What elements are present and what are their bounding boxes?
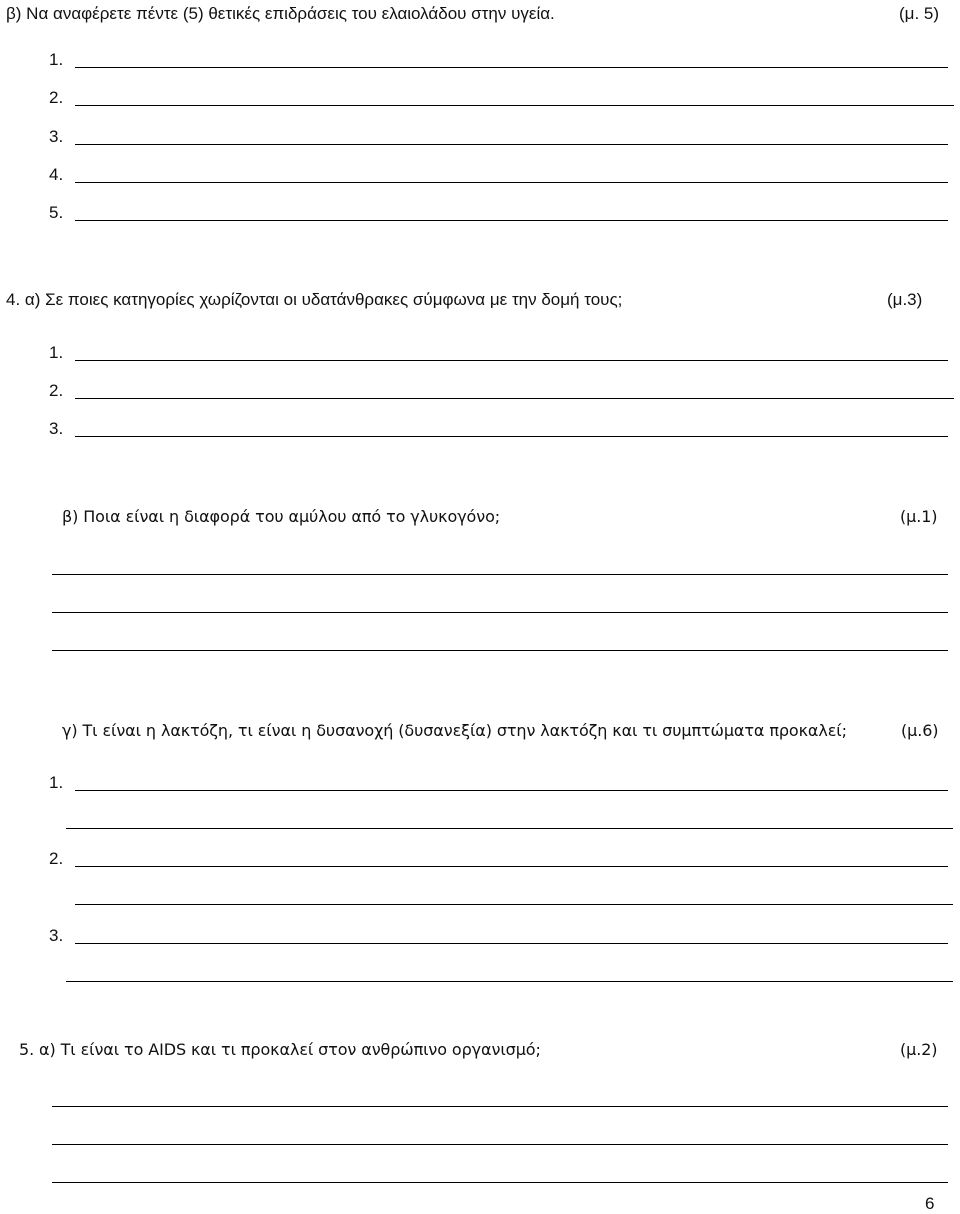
answer-number: 1. [49, 343, 64, 362]
answer-number: 3. [49, 127, 64, 146]
answer-line[interactable] [75, 220, 948, 221]
answer-line[interactable] [75, 67, 948, 68]
answer-line[interactable] [75, 790, 948, 791]
answer-line[interactable] [75, 943, 948, 944]
answer-number: 3. [49, 926, 64, 945]
answer-line[interactable] [75, 866, 948, 867]
answer-number: 2. [49, 381, 64, 400]
answer-line[interactable] [75, 904, 953, 905]
answer-line[interactable] [66, 981, 953, 982]
answer-line[interactable] [75, 182, 948, 183]
answer-line[interactable] [52, 1182, 948, 1183]
answer-line[interactable] [75, 398, 954, 399]
answer-line[interactable] [75, 360, 948, 361]
answer-number: 5. [49, 203, 64, 222]
question-marks: (μ.3) [887, 290, 923, 309]
question-marks: (μ.2) [900, 1040, 938, 1059]
answer-line[interactable] [75, 436, 948, 437]
answer-number: 2. [49, 88, 64, 107]
page-number: 6 [925, 1194, 935, 1213]
question-prompt: 4. α) Σε ποιες κατηγορίες χωρίζονται οι υδατάνθρακες σύμφωνα με την δομή τους; [6, 290, 623, 309]
answer-line[interactable] [52, 1144, 948, 1145]
question-prompt: β) Να αναφέρετε πέντε (5) θετικές επιδράσεις του ελαιολάδου στην υγεία. [6, 4, 555, 23]
question-marks: (μ. 5) [899, 4, 940, 23]
answer-line[interactable] [52, 612, 948, 613]
answer-number: 1. [49, 773, 64, 792]
question-marks: (μ.1) [900, 507, 938, 526]
answer-number: 2. [49, 849, 64, 868]
question-prompt: 5. α) Τι είναι το AIDS και τι προκαλεί στον ανθρώπινο οργανισμό; [19, 1040, 541, 1059]
answer-number: 1. [49, 50, 64, 69]
question-prompt: β) Ποια είναι η διαφορά του αμύλου από το γλυκογόνο; [62, 507, 501, 526]
question-prompt: γ) Τι είναι η λακτόζη, τι είναι η δυσανοχή (δυσανεξία) στην λακτόζη και τι συμπτώματα προκαλεί; [62, 721, 847, 740]
answer-number: 3. [49, 419, 64, 438]
answer-line[interactable] [66, 828, 953, 829]
answer-line[interactable] [52, 574, 948, 575]
answer-line[interactable] [52, 650, 948, 651]
question-marks: (μ.6) [901, 721, 939, 740]
answer-line[interactable] [75, 105, 954, 106]
answer-number: 4. [49, 165, 64, 184]
answer-line[interactable] [52, 1106, 948, 1107]
answer-line[interactable] [75, 144, 948, 145]
